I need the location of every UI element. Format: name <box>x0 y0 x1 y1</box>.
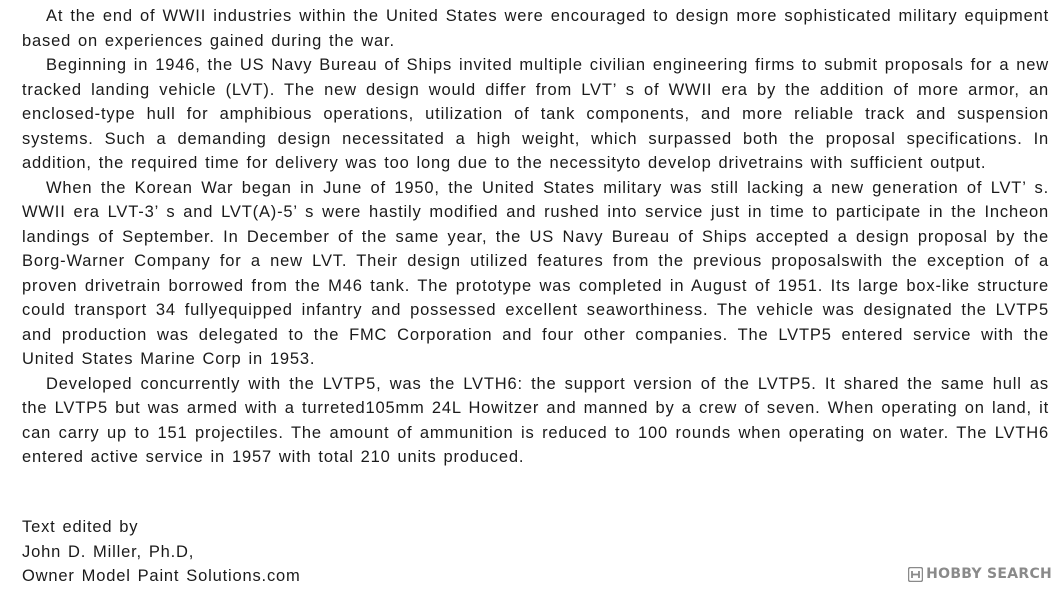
paragraph-2: Beginning in 1946, the US Navy Bureau of Ships invited multiple civilian engineering firms to submit proposals for a new tracked landing vehicle (LVT). The new design would differ from LVT’ s of WWII era by the addition of more armor, an enclosed-type hull for amphibious operations, utilization of tank components, and more reliable track and suspension systems. Such a demanding design necessitated a high weight, which surpassed both the proposal specifications. In addition, the required time for delivery was too long due to the necessityto develop drivetrains with sufficient output. <box>22 56 1049 172</box>
paragraph-3: When the Korean War began in June of 1950, the United States military was still lacking a new generation of LVT’ s. WWII era LVT-3’ s and LVT(A)-5’ s were hastily modified and rushed into service just in time to participate in the Incheon landings of September. In December of the same year, the US Navy Bureau of Ships accepted a design proposal by the Borg-Warner Company for a new LVT. Their design utilized features from the previous proposalswith the exception of a proven drivetrain borrowed from the M46 tank. The prototype was completed in August of 1951. Its large box-like structure could transport 34 fullyequipped infantry and possessed excellent seaworthiness. The vehicle was designated the LVTP5 and production was delegated to the FMC Corporation and four other companies. The LVTP5 entered service with the United States Marine Corp in 1953. <box>22 178 1049 368</box>
paragraph-1: At the end of WWII industries within the United States were encouraged to design more sophisticated military equipment based on experiences gained during the war. <box>22 7 1049 50</box>
credits-line-3: Owner Model Paint Solutions.com <box>22 567 301 585</box>
hobby-search-logo-icon <box>908 567 923 582</box>
watermark <box>908 566 1052 582</box>
watermark-text: HOBBY SEARCH <box>926 566 1052 582</box>
credits-line-2: John D. Miller, Ph.D, <box>22 542 195 561</box>
article-body <box>22 4 1049 470</box>
credits-block <box>22 515 301 589</box>
paragraph-4: Developed concurrently with the LVTP5, was the LVTH6: the support version of the LVTP5. It shared the same hull as the LVTP5 but was armed with a turreted105mm 24L Howitzer and manned by a crew of seven. When operating on land, it can carry up to 151 projectiles. The amount of ammunition is reduced to 100 rounds when operating on water. The LVTH6 entered active service in 1957 with total 210 units produced. <box>22 374 1049 466</box>
credits-line-1: Text edited by <box>22 518 139 536</box>
